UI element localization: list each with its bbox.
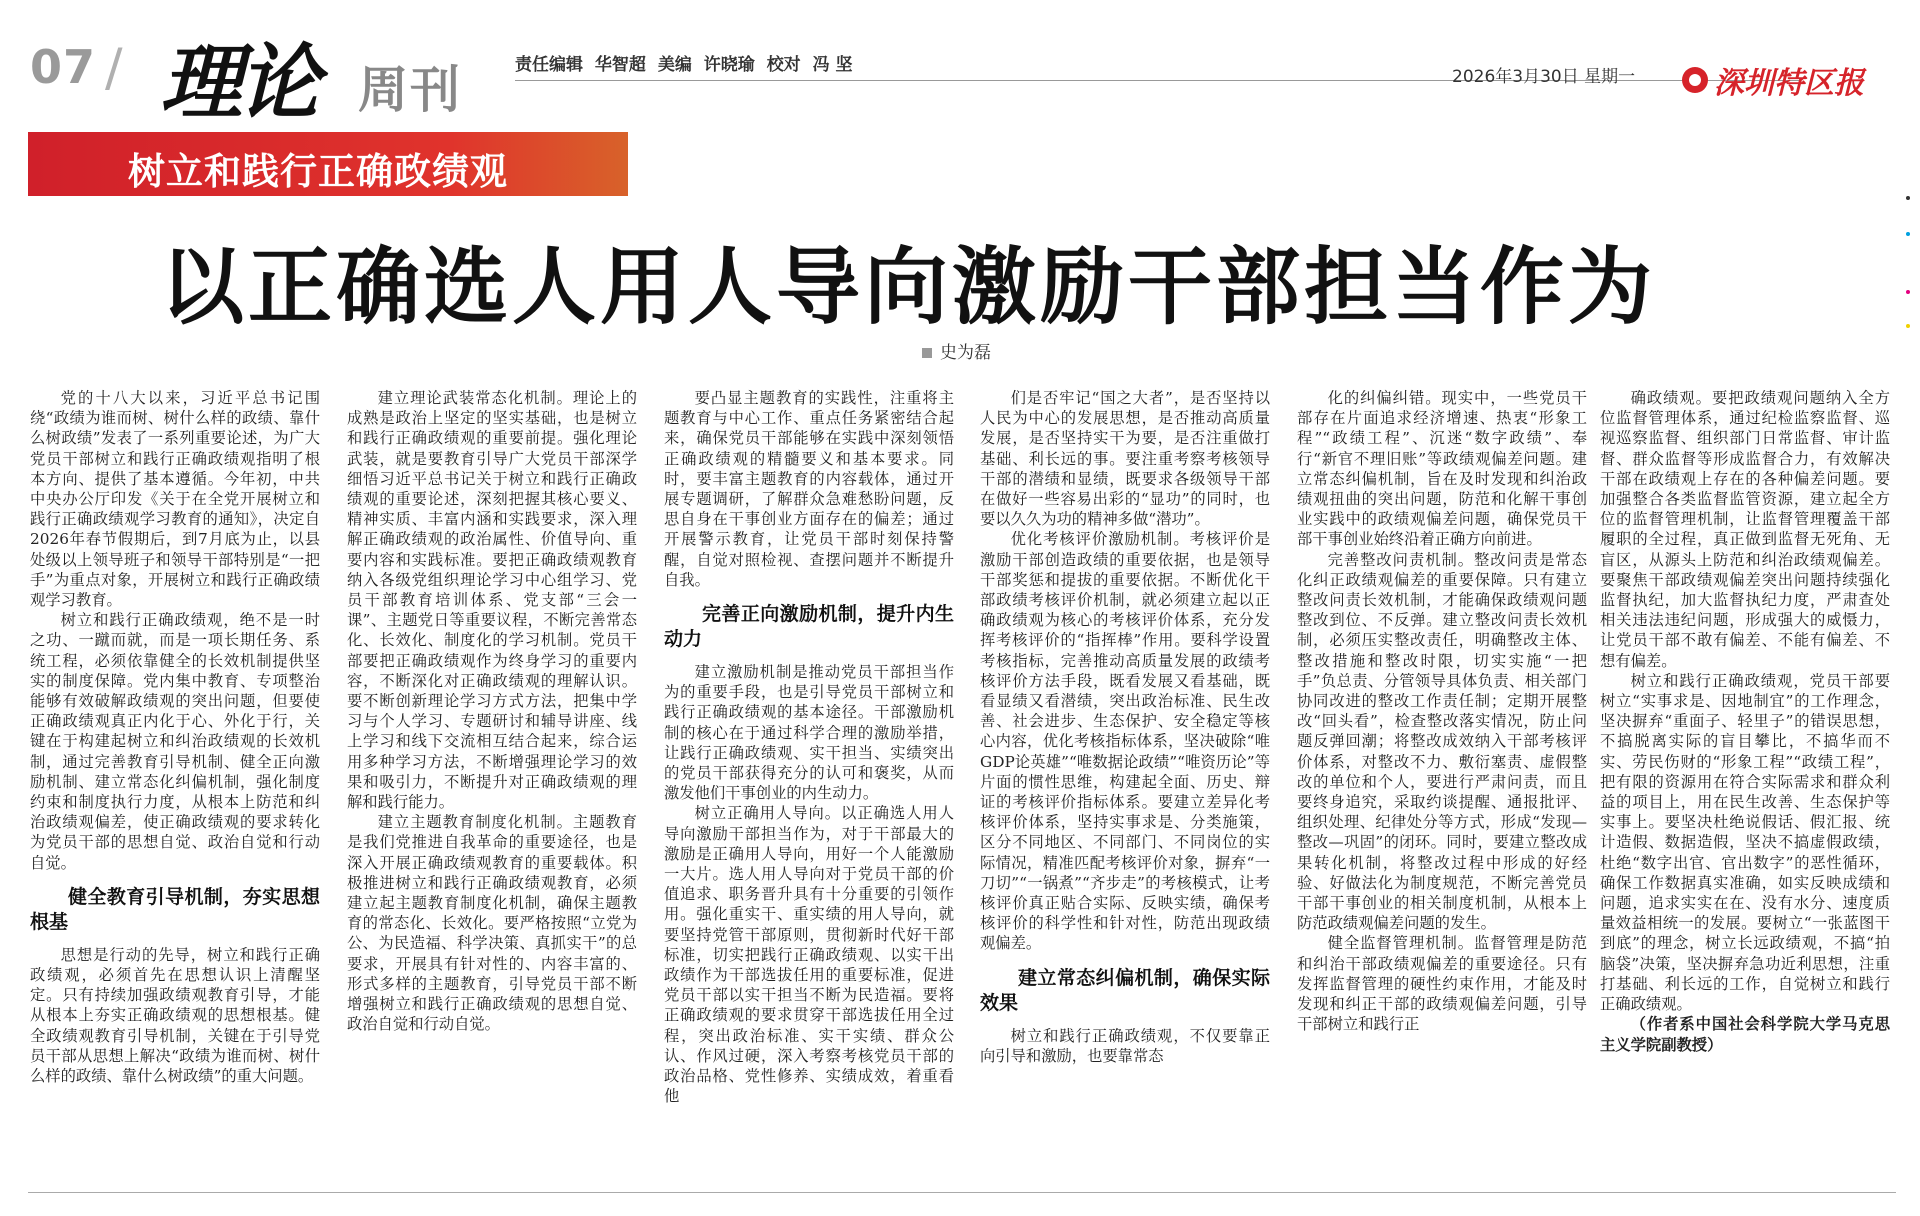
article-column-4 (980, 388, 1270, 1066)
body-paragraph: 完善整改问责机制。整改问责是常态化纠正政绩观偏差的重要保障。只有建立整改问责长效机制，才能确保政绩观问题整改到位、不反弹。建立整改问责长效机制，必须压实整改责任，明确整改主体、整改措施和整改时限，切实实施“一把手”负总责、分管领导具体负责、相关部门协同改进的整改工作责任制；定期开展整改“回头看”，检查整改落实情况，防止问题反弹回潮；将整改成效纳入干部考核评价体系，对整改不力、敷衍塞责、虚假整改的单位和个人，要进行严肃问责，而且要终身追究，采取约谈提醒、通报批评、组织处理、纪律处分等方式，形成“发现—整改—巩固”的闭环。同时，要建立整改成果转化机制，将整改过程中形成的好经验、好做法化为制度规范，不断完善党员干部干事创业的相关制度机制，从根本上防范政绩观偏差问题的发生。 (1297, 550, 1587, 933)
author-affiliation: （作者系中国社会科学院大学马克思主义学院副教授） (1600, 1015, 1890, 1054)
article-headline: 以正确选人用人导向激励干部担当作为 (160, 238, 1657, 336)
editor-credit: 冯 坚 (812, 55, 853, 75)
section-banner-title: 树立和践行正确政绩观 (128, 150, 508, 193)
body-paragraph: 要凸显主题教育的实践性，注重将主题教育与中心工作、重点任务紧密结合起来，确保党员干部能够在实践中深刻领悟正确政绩观的精髓要义和基本要求。同时，要丰富主题教育的内容载体，通过开展专题调研，了解群众急难愁盼问题，反思自身在干事创业方面存在的偏差；通过开展警示教育，让党员干部时刻保持警醒，自觉对照检视、查摆问题并不断提升自我。 (664, 389, 954, 589)
body-paragraph: 树立和践行正确政绩观，党员干部要树立“实事求是、因地制宜”的工作理念，坚决摒弃“重面子、轻里子”的错误思想，不搞脱离实际的盲目攀比，不搞华而不实、劳民伤财的“形象工程”“政绩工程”，把有限的资源用在符合实际需求和群众利益的项目上，用在民生改善、生态保护等实事上。要坚决杜绝说假话、假汇报、统计造假、数据造假，坚决不搞虚假政绩，杜绝“数字出官、官出数字”的恶性循环，确保工作数据真实准确，如实反映成绩和问题，追求实实在在、没有水分、速度质量效益相统一的发展。要树立“一张蓝图干到底”的理念，树立长远政绩观，不搞“拍脑袋”决策，坚决摒弃急功近利思想，注重打基础、利长远的工作，自觉树立和践行正确政绩观。 (1600, 671, 1890, 1014)
body-paragraph: 优化考核评价激励机制。考核评价是激励干部创造政绩的重要依据，也是领导干部奖惩和提拔的重要依据。不断优化干部政绩考核评价机制，就必须建立起以正确政绩观为核心的考核评价体系，充分发挥考核评价的“指挥棒”作用。要科学设置考核指标，完善推动高质量发展的政绩考核评价方法手段，既看发展又看基础，既看显绩又看潜绩，突出政治标准、民生改善、社会进步、生态保护、安全稳定等核心内容，优化考核指标体系，坚决破除“唯GDP论英雄”“唯数据论政绩”“唯资历论”等片面的惯性思维，构建起全面、历史、辩证的考核评价指标体系。要建立差异化考核评价体系，坚持实事求是、分类施策，区分不同地区、不同部门、不同岗位的实际情况，精准匹配考核评价对象，摒弃“一刀切”“一锅煮”“齐步走”的考核模式，让考核评价真正贴合实际、反映实绩，确保考核评价的科学性和针对性，防范出现政绩观偏差。 (980, 530, 1270, 953)
editor-credit: 美编 (657, 55, 692, 75)
edge-mark-icon (1906, 324, 1910, 328)
issue-date: 2026年3月30日 星期一 (1452, 67, 1636, 87)
article-column-6 (1600, 388, 1890, 1055)
page-bottom-divider (28, 1192, 1896, 1193)
masthead-subtitle: 周刊 (358, 61, 462, 119)
body-paragraph: 思想是行动的先导，树立和践行正确政绩观，必须首先在思想认识上清醒坚定。只有持续加强政绩观教育引导，才能从根本上夯实正确政绩观的思想根基。健全政绩观教育引导机制，关键在于引导党员干部从思想上解决“政绩为谁而树、树什么样的政绩、靠什么树政绩”的重大问题。 (30, 945, 320, 1086)
byline-square-icon (922, 348, 932, 358)
edge-mark-icon (1906, 196, 1910, 200)
edge-mark-icon (1906, 290, 1910, 294)
body-paragraph: 化的纠偏纠错。现实中，一些党员干部存在片面追求经济增速、热衷“形象工程”“政绩工程”、沉迷“数字政绩”、奉行“新官不理旧账”等政绩观偏差问题。建立常态纠偏机制，旨在及时发现和纠治政绩观扭曲的突出问题，防范和化解干事创业实践中的政绩观偏差问题，确保党员干部干事创业始终沿着正确方向前进。 (1297, 389, 1587, 549)
newspaper-logo (1682, 58, 1864, 102)
editor-credit: 许晓瑜 (703, 55, 755, 75)
body-paragraph: 健全监督管理机制。监督管理是防范和纠治干部政绩观偏差的重要途径。只有发挥监督管理的硬性约束作用，才能及时发现和纠正干部的政绩观偏差问题，引导干部树立和践行正 (1297, 934, 1587, 1034)
article-column-1 (30, 388, 320, 1086)
body-paragraph: 建立主题教育制度化机制。主题教育是我们党推进自我革命的重要途径，也是深入开展正确政绩观教育的重要载体。积极推进树立和践行正确政绩观教育，必须建立起主题教育制度化机制，确保主题教育的常态化、长效化。要严格按照“立党为公、为民造福、科学决策、真抓实干”的总要求，开展具有针对性的、内容丰富的、形式多样的主题教育，引导党员干部不断增强树立和践行正确政绩观的思想自觉、政治自觉和行动自觉。 (347, 813, 637, 1034)
body-paragraph: 建立激励机制是推动党员干部担当作为的重要手段，也是引导党员干部树立和践行正确政绩观的基本途径。干部激励机制的核心在于通过科学合理的激励举措，让践行正确政绩观、实干担当、实绩突出的党员干部获得充分的认可和褒奖，从而激发他们干事创业的内生动力。 (664, 663, 954, 803)
body-paragraph: 确政绩观。要把政绩观问题纳入全方位监督管理体系，通过纪检监察监督、巡视巡察监督、组织部门日常监督、审计监督、群众监督等形成监督合力，有效解决干部在政绩观上存在的各种偏差问题。要加强整合各类监督监管资源，建立起全方位的监督管理机制，让监督管理覆盖干部履职的全过程，真正做到监督无死角、无盲区，从源头上防范和纠治政绩观偏差。要聚焦干部政绩观偏差突出问题持续强化监督执纪，加大监督执纪力度，严肃查处相关违法违纪问题，形成强大的威慑力，让党员干部不敢有偏差、不能有偏差、不想有偏差。 (1600, 389, 1890, 670)
newspaper-emblem-icon (1682, 67, 1708, 93)
body-paragraph: 们是否牢记“国之大者”，是否坚持以人民为中心的发展思想，是否推动高质量发展，是否坚持实干为要，是否注重做打基础、利长远的事。要注重考察考核领导干部的潜绩和显绩，既要求各级领导干部在做好一些容易出彩的“显功”的同时，也要以久久为功的精神多做“潜功”。 (980, 389, 1270, 529)
section-subheading: 建立常态纠偏机制，确保实际效果 (980, 966, 1270, 1014)
section-subheading: 健全教育引导机制，夯实思想根基 (30, 885, 320, 933)
body-paragraph: 党的十八大以来，习近平总书记围绕“政绩为谁而树、树什么样的政绩、靠什么树政绩”发表了一系列重要论述，为广大党员干部树立和践行正确政绩观指明了根本方向、提供了基本遵循。今年初，中共中央办公厅印发《关于在全党开展树立和践行正确政绩观学习教育的通知》，决定自2026年春节假期后，到7月底为止，以县处级以上领导班子和领导干部特别是“一把手”为重点对象，开展树立和践行正确政绩观学习教育。 (30, 389, 320, 610)
newspaper-name: 深圳特区报 (1714, 66, 1864, 101)
editor-credits (515, 50, 859, 75)
editor-credit: 校对 (766, 55, 801, 75)
page-number-slash: / (105, 38, 123, 98)
page-number: 07 (30, 40, 97, 94)
masthead-title: 理论 (160, 35, 316, 131)
author-name: 史为磊 (940, 343, 991, 363)
editor-credit: 华智超 (594, 55, 646, 75)
article-column-3 (664, 388, 954, 1107)
body-paragraph: 树立和践行正确政绩观，不仅要靠正向引导和激励，也要靠常态 (980, 1026, 1270, 1065)
article-author (922, 338, 991, 363)
section-subheading: 完善正向激励机制，提升内生动力 (664, 603, 954, 651)
edge-mark-icon (1906, 232, 1910, 236)
editor-credit: 责任编辑 (515, 55, 583, 75)
body-paragraph: 树立正确用人导向。以正确选人用人导向激励干部担当作为，对于干部最大的激励是正确用人导向，用好一个人能激励一大片。选人用人导向对于党员干部的价值追求、职务晋升具有十分重要的引领作用。强化重实干、重实绩的用人导向，就要坚持党管干部原则，贯彻新时代好干部标准，切实把践行正确政绩观、以实干出政绩作为干部选拔任用的重要标准，促进党员干部以实干担当不断为民造福。要将正确政绩观的要求贯穿干部选拔任用全过程，突出政治标准、实干实绩、群众公认、作风过硬，深入考察考核党员干部的政治品格、党性修养、实绩成效，着重看他 (664, 804, 954, 1106)
article-column-5 (1297, 388, 1587, 1035)
body-paragraph: 树立和践行正确政绩观，绝不是一时之功、一蹴而就，而是一项长期任务、系统工程，必须依靠健全的长效机制提供坚实的制度保障。党内集中教育、专项整治能够有效破解政绩观的突出问题，但要使正确政绩观真正内化于心、外化于行，关键在于构建起树立和纠治政绩观的长效机制，通过完善教育引导机制、健全正向激励机制、建立常态化纠偏机制，强化制度约束和制度执行力度，从根本上防范和纠治政绩观偏差，使正确政绩观的要求转化为党员干部的思想自觉、政治自觉和行动自觉。 (30, 611, 320, 872)
article-column-2 (347, 388, 637, 1035)
body-paragraph: 建立理论武装常态化机制。理论上的成熟是政治上坚定的坚实基础，也是树立和践行正确政绩观的重要前提。强化理论武装，就是要教育引导广大党员干部深学细悟习近平总书记关于树立和践行正确政绩观的重要论述，深刻把握其核心要义、精神实质、丰富内涵和实践要求，深入理解正确政绩观的政治属性、价值导向、重要内容和实践标准。要把正确政绩观教育纳入各级党组织理论学习中心组学习、党员干部教育培训体系、党支部“三会一课”、主题党日等重要议程，不断完善常态化、长效化、制度化的学习机制。党员干部要把正确政绩观作为终身学习的重要内容，不断深化对正确政绩观的理解认识。要不断创新理论学习方式方法，把集中学习与个人学习、专题研讨和辅导讲座、线上学习和线下交流相互结合起来，综合运用多种学习方法，不断增强理论学习的效果和吸引力，不断提升对正确政绩观的理解和践行能力。 (347, 389, 637, 812)
